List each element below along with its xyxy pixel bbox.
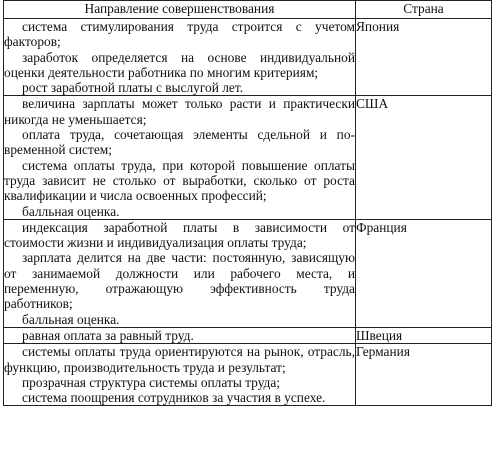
direction-cell [4, 219, 356, 327]
direction-cell [4, 327, 356, 343]
direction-item: равная оплата за равный труд. [22, 327, 194, 343]
comparison-table [3, 0, 492, 406]
country-cell: Франция [356, 219, 492, 327]
country-cell: США [356, 96, 492, 219]
table-row-germany [4, 344, 492, 406]
direction-item: система поощрения сотрудников за участия в успехе. [22, 390, 326, 406]
direction-item: балльная оценка. [22, 203, 120, 219]
direction-cell [4, 19, 356, 96]
country-cell: Швеция [356, 327, 492, 343]
country-cell: Германия [356, 344, 492, 406]
direction-item: индексация заработной платы в зависимости от стоимости жизни и индивидуализация оплаты труда; [4, 219, 355, 251]
direction-cell [4, 344, 356, 406]
table-header-row [4, 1, 492, 19]
direction-item: система стимулирования труда строится с учетом факторов; [4, 19, 355, 50]
direction-item: система оплаты труда, при которой повышение оплаты труда зависит не столько от выработки, сколько от роста квалификации и числа освоенных профессий; [4, 157, 355, 204]
direction-item: системы оплаты труда ориентируются на рынок, отрасль, функцию, производительность труда и результат; [4, 344, 355, 375]
country-cell: Япония [356, 19, 492, 96]
direction-cell [4, 96, 356, 219]
direction-item: оплата труда, сочетающая элементы сдельной и повременной систем; [4, 127, 355, 158]
direction-item: величина зарплаты может только расти и практически никогда не уменьшается; [4, 96, 355, 127]
table-row-usa [4, 96, 492, 219]
direction-item: прозрачная структура системы оплаты труда; [22, 374, 281, 390]
table-row-france [4, 219, 492, 327]
direction-item: зарплата делится на две части: постоянную, зависящую от занимаемой должности или рабочего места, и переменную, отражающую эффективность труда работников; [4, 250, 355, 312]
header-direction: Направление совершенствования [4, 1, 356, 19]
direction-item: рост заработной платы с выслугой лет. [22, 80, 244, 96]
direction-item: балльная оценка. [22, 311, 120, 327]
table-row-sweden [4, 327, 492, 343]
direction-item: заработок определяется на основе индивидуальной оценки деятельности работника по многим критериям; [4, 49, 355, 80]
table-row-japan [4, 19, 492, 96]
header-country: Страна [356, 1, 492, 19]
